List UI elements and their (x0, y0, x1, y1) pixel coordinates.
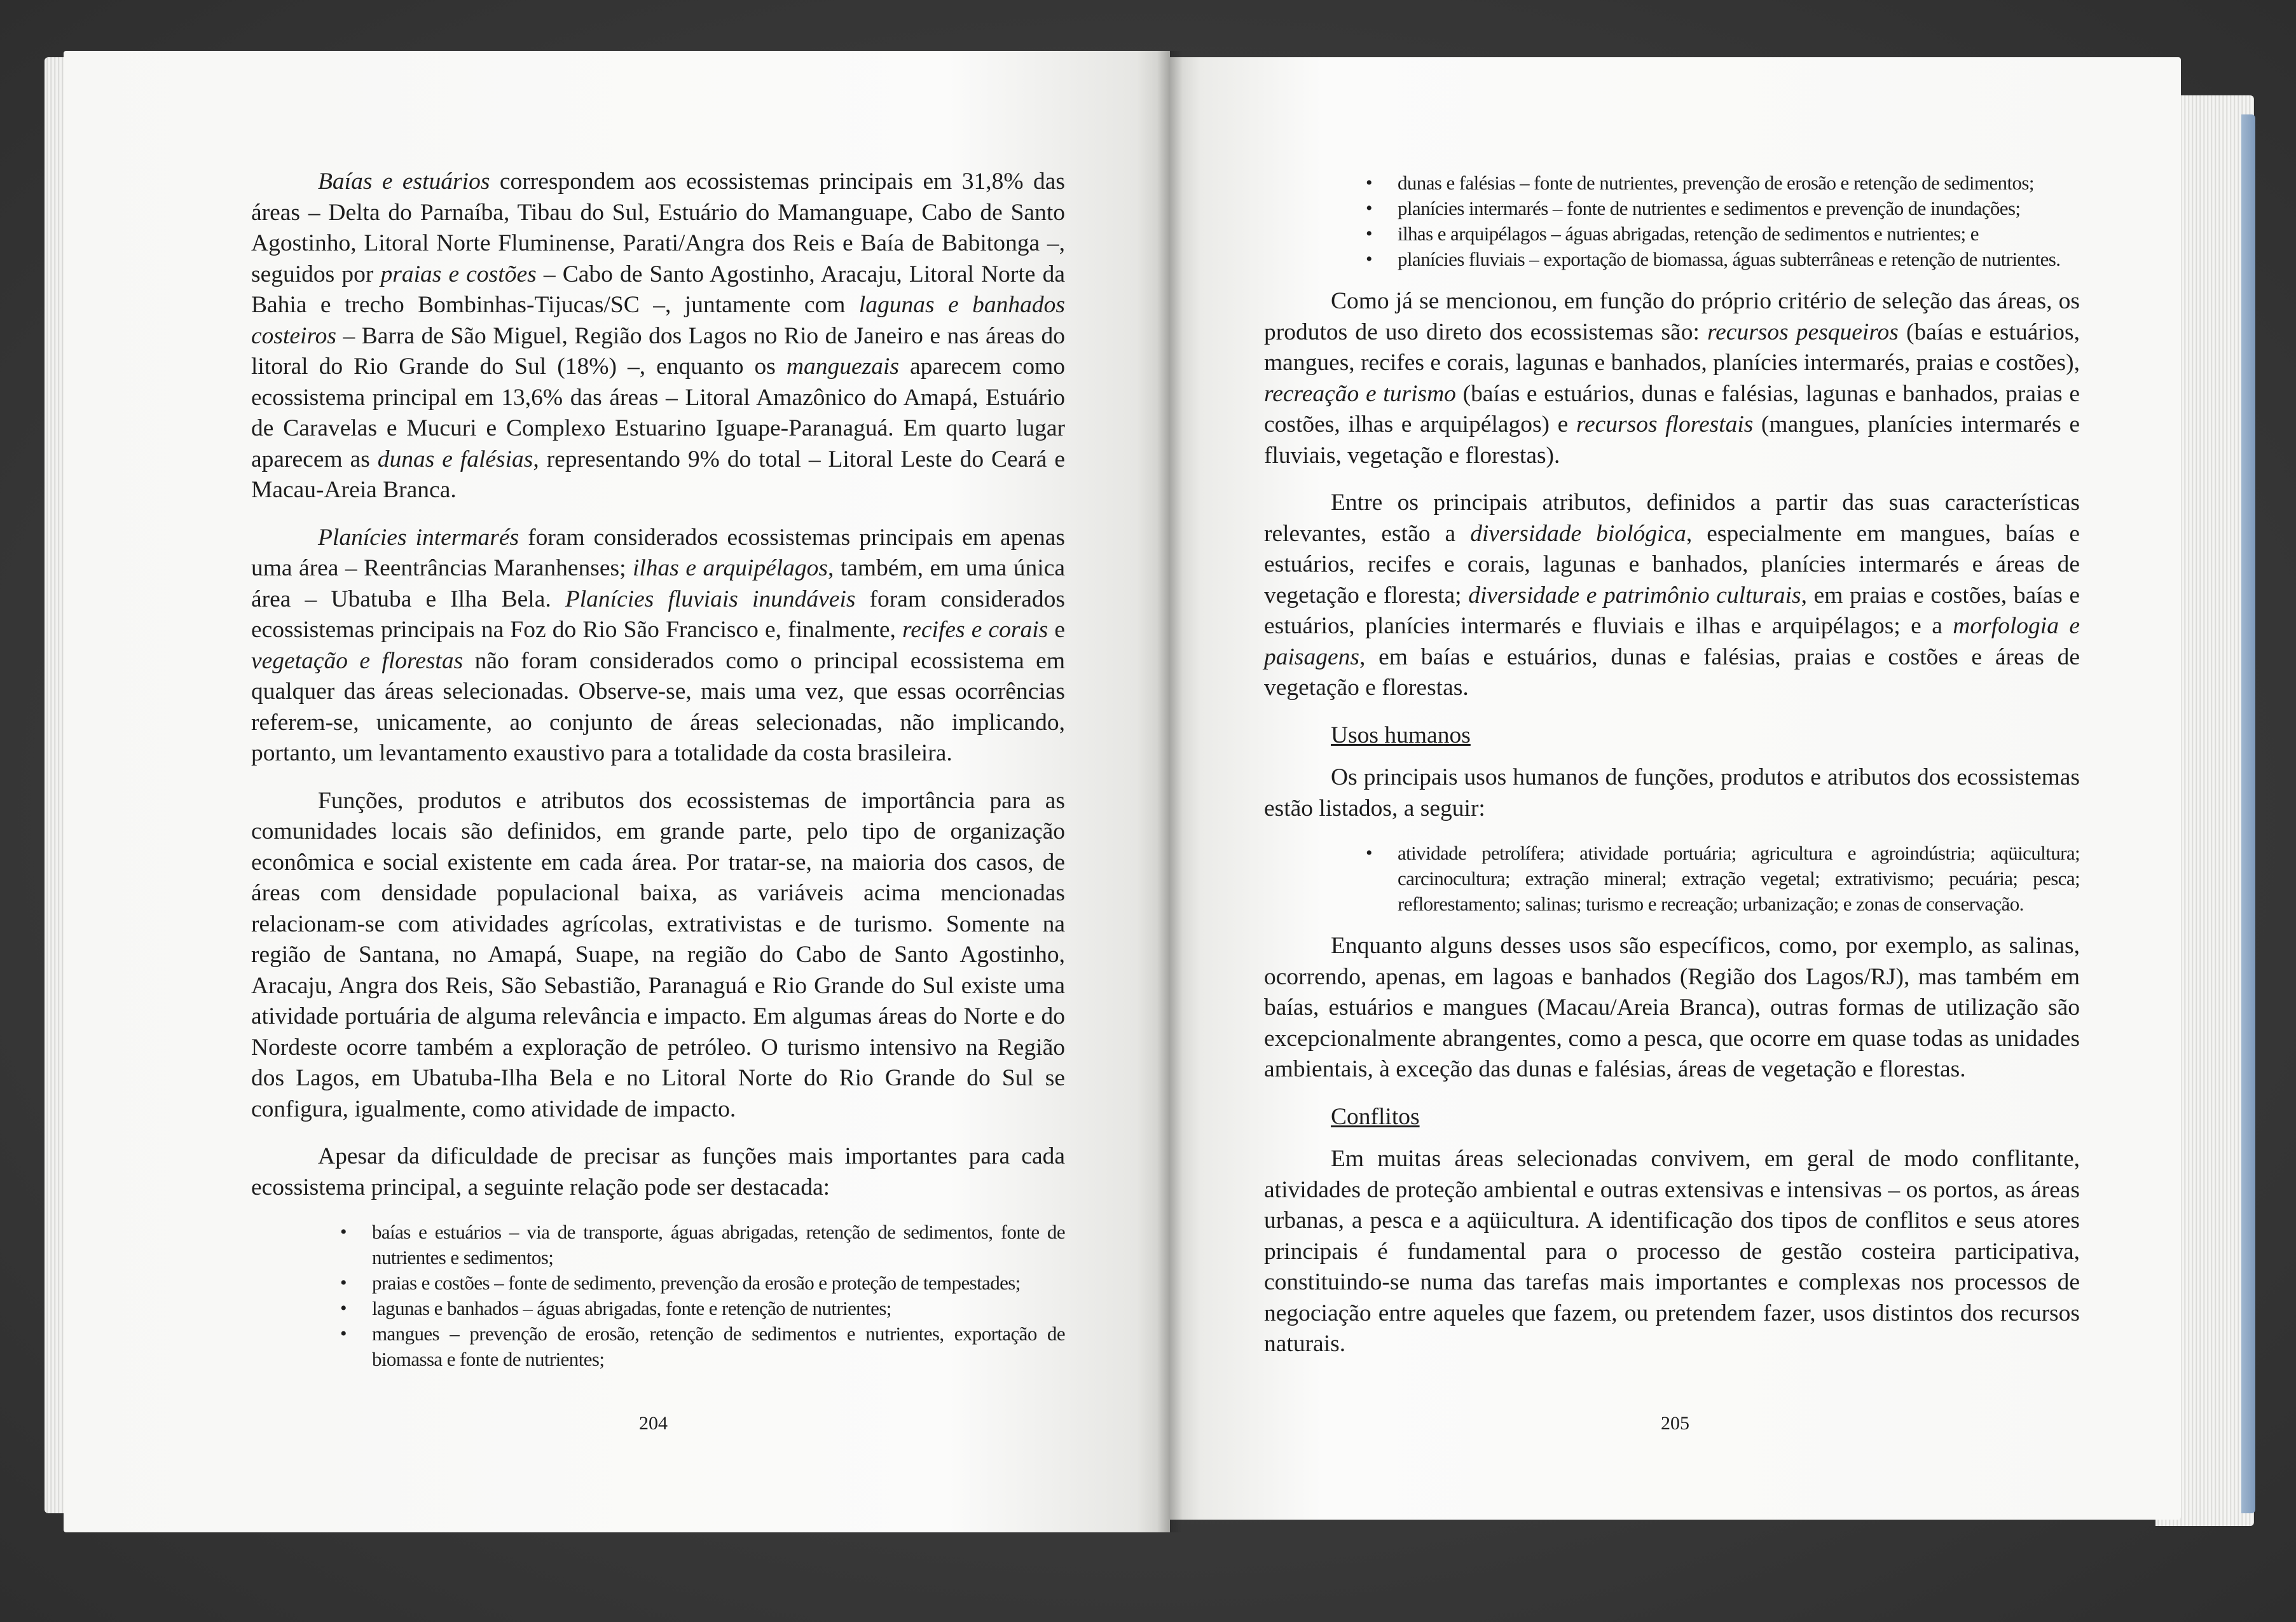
bullet-icon: • (340, 1272, 347, 1293)
left-page-text (251, 167, 1065, 1386)
text-run: – Cabo de Santo Agostinho, Aracaju, Litoral Norte da Bahia e trecho Bombinhas-Tijucas/SC –, juntamente com (251, 261, 1065, 318)
italic-term: Planícies intermarés (318, 524, 519, 551)
paragraph-usos-humanos: Os principais usos humanos de funções, produtos e atributos dos ecossistemas estão listados, a seguir: (1264, 764, 2080, 821)
bullet-icon: • (1366, 249, 1372, 270)
italic-term: manguezais (786, 354, 900, 380)
text-run: (mangues, planícies intermarés e fluviais, vegetação e florestas). (1264, 411, 2080, 469)
paragraph-baias-estuarios (251, 167, 1065, 506)
italic-term: dunas e falésias (377, 446, 533, 472)
text-run: correspondem aos ecossistemas principais em 31,8% das áreas – Delta do Parnaíba, Tibau do Sul, Estuário do Mamanguape, Cabo de Santo Agostinho, Litoral Norte Fluminense, Parati/Angra dos Reis e Baía de Babitonga –, seguidos por (251, 168, 1066, 287)
bullet-icon: • (340, 1298, 347, 1319)
text-run: (baías e estuários, mangues, recifes e corais, lagunas e banhados, planícies intermarés, praias e costões), (1264, 319, 2080, 376)
list-item: • baías e estuários – via de transporte, águas abrigadas, retenção de sedimentos, fonte de nutrientes e sedimentos; (340, 1221, 1065, 1268)
text-run: foram considerados ecossistemas principais em apenas uma área – Reentrâncias Maranhenses; (251, 524, 1065, 581)
italic-term: Planícies fluviais inundáveis (565, 586, 856, 612)
list-item: • lagunas e banhados – águas abrigadas, fonte e retenção de nutrientes; (372, 1296, 1065, 1321)
italic-term: recreação e turismo (1264, 380, 1456, 407)
page-number-right: 205 (1661, 1413, 1689, 1434)
text-run: , em baías e estuários, dunas e falésias, praias e costões e áreas de vegetação e florestas. (1264, 643, 2080, 701)
text-run: aparecem como ecossistema principal em 13,6% das áreas – Litoral Amazônico do Amapá, Estuário de Caravelas e Mucuri e Complexo Estuarino Iguape-Paranaguá. Em quarto lugar aparecem as (251, 354, 1065, 472)
heading-conflitos: Conflitos (1331, 1103, 1420, 1130)
list-item: • atividade petrolífera; atividade portuária; agricultura e agroindústria; aqüicultura; carcinocultura; extração mineral; extração vegetal; extrativismo; pecuária; pesca; reflorestamento; salinas; turismo e recreação; urbanização; e zonas de conservação. (1366, 842, 2080, 915)
right-page-text (1264, 170, 2080, 1377)
text-run: Apesar da dificuldade de precisar as funções mais importantes para cada ecossistema principal, a seguinte relação pode ser destacada: (251, 1143, 1065, 1200)
paragraph-produtos-uso-direto (1264, 286, 2080, 471)
bullet-icon: • (1366, 172, 1372, 193)
paragraph-apesar-dificuldade (251, 1141, 1065, 1203)
italic-term: ilhas e arquipélagos (632, 555, 828, 581)
list-item: • praias e costões – fonte de sedimento, prevenção da erosão e proteção de tempestades; (372, 1270, 1065, 1296)
page-number-left: 204 (639, 1413, 668, 1434)
paragraph-principais-atributos (1264, 488, 2080, 704)
text-run: Entre os principais atributos, definidos a partir das suas características relevantes, estão a (1264, 490, 2080, 547)
text-run: , representando 9% do total – Litoral Leste do Ceará e Macau-Areia Branca. (251, 446, 1065, 503)
book-gutter (1157, 51, 1183, 1532)
italic-term: diversidade biológica (1470, 520, 1686, 547)
italic-term: Baías e estuários (318, 168, 490, 195)
heading-usos-humanos: Usos humanos (1331, 722, 1471, 748)
italic-term: recursos pesqueiros (1707, 319, 1899, 345)
list-item: • mangues – prevenção de erosão, retenção de sedimentos e nutrientes, exportação de biomassa e fonte de nutrientes; (340, 1323, 1065, 1370)
text-run: Como já se mencionou, em função do próprio critério de seleção das áreas, os produtos de uso direto dos ecossistemas são: (1264, 288, 2080, 345)
list-item: • planícies fluviais – exportação de biomassa, águas subterrâneas e retenção de nutrientes. (1398, 247, 2080, 272)
text-run: (baías e estuários, dunas e falésias, lagunas e banhados, praias e costões, ilhas e arquipélagos) e (1264, 380, 2080, 437)
back-cover-edge (2241, 114, 2255, 1513)
text-run: não foram considerados como o principal ecossistema em qualquer das áreas selecionadas. Observe-se, mais uma vez, que essas ocorrências referem-se, unicamente, ao conjunto de áreas selecionadas, não implicando, portanto, um levantamento exaustivo para a totalidade da costa brasileira. (251, 647, 1065, 766)
paragraph-planicies-intermares (251, 523, 1065, 769)
human-uses-list (1264, 841, 2080, 917)
italic-term: vegetação e florestas (251, 647, 464, 674)
text-run: , especialmente em mangues, baías e estuários, recifes e corais, lagunas e banhados, planícies intermarés e áreas de vegetação e floresta; (1264, 520, 2080, 608)
paragraph-conflitos: Em muitas áreas selecionadas convivem, em geral de modo conflitante, atividades de proteção ambiental e outras extensivas e intensivas – os portos, as áreas urbanas, a pesca e a aqüicultura. A identificação dos tipos de conflitos e seus atores principais é fundamental para o processo de gestão costeira participativa, constituindo-se numa das tarefas mais importantes e complexas nos processos de negociação entre aqueles que fazem, ou pretendem fazer, usos distintos dos recursos naturais. (1264, 1146, 2080, 1357)
bullet-icon: • (1366, 198, 1372, 219)
italic-term: morfologia e paisagens (1264, 613, 2080, 670)
bullet-icon: • (340, 1323, 347, 1344)
functions-list-continued (1264, 170, 2080, 272)
bullet-icon: • (1366, 223, 1372, 244)
functions-list (251, 1220, 1065, 1372)
italic-term: recursos florestais (1576, 411, 1754, 437)
text-run: – Barra de São Miguel, Região dos Lagos no Rio de Janeiro e nas áreas do litoral do Rio Grande do Sul (18%) –, enquanto os (251, 322, 1065, 380)
list-item: • ilhas e arquipélagos – águas abrigadas, retenção de sedimentos e nutrientes; e (1398, 221, 2080, 247)
text-run: , em praias e costões, baías e estuários, planícies intermarés e fluviais e ilhas e arquipélagos; e a (1264, 582, 2080, 639)
bullet-icon: • (1366, 842, 1372, 863)
bullet-icon: • (340, 1221, 347, 1242)
list-item: • planícies intermarés – fonte de nutrientes e sedimentos e prevenção de inundações; (1398, 196, 2080, 221)
italic-term: diversidade e patrimônio culturais (1468, 582, 1801, 608)
paragraph-enquanto-alguns: Enquanto alguns desses usos são específicos, como, por exemplo, as salinas, ocorrendo, apenas, em lagoas e banhados (Região dos Lagos/RJ), mas também em baías, estuários e mangues (Macau/Areia Branca), outras formas de utilização são excepcionalmente abrangentes, como a pesca, que ocorre em quase todas as unidades ambientais, à exceção das dunas e falésias, áreas de vegetação e florestas. (1264, 933, 2080, 1082)
italic-term: praias e costões (380, 261, 537, 287)
paragraph-funcoes-produtos (251, 786, 1065, 1125)
italic-term: recifes e corais (902, 617, 1048, 643)
text-run: e (1048, 617, 1066, 643)
italic-term: lagunas e banhados costeiros (251, 292, 1066, 349)
text-run: foram considerados ecossistemas principais na Foz do Rio São Francisco e, finalmente, (251, 586, 1065, 643)
list-item: • dunas e falésias – fonte de nutrientes, prevenção de erosão e retenção de sedimentos; (1398, 170, 2080, 196)
text-run: Funções, produtos e atributos dos ecossistemas de importância para as comunidades locais são definidos, em grande parte, pelo tipo de organização econômica e social existente em cada área. Por tratar-se, na maioria dos casos, de áreas com densidade populacional baixa, as variáveis acima mencionadas relacionam-se com atividades agrícolas, extrativistas e de turismo. Somente na região de Santana, no Amapá, Suape, na região do Cabo de Santo Agostinho, Aracaju, Angra dos Reis, São Sebastião, Paranaguá e Rio Grande do Sul existe uma atividade portuária de alguma relevância e impacto. Em algumas áreas do Norte e do Nordeste ocorre também a exploração de petróleo. O turismo intensivo na Região dos Lagos, em Ubatuba-Ilha Bela e no Litoral Norte do Rio Grande do Sul se configura, igualmente, como atividade de impacto. (251, 787, 1065, 1122)
text-run: , também, em uma única área – Ubatuba e Ilha Bela. (251, 555, 1065, 612)
